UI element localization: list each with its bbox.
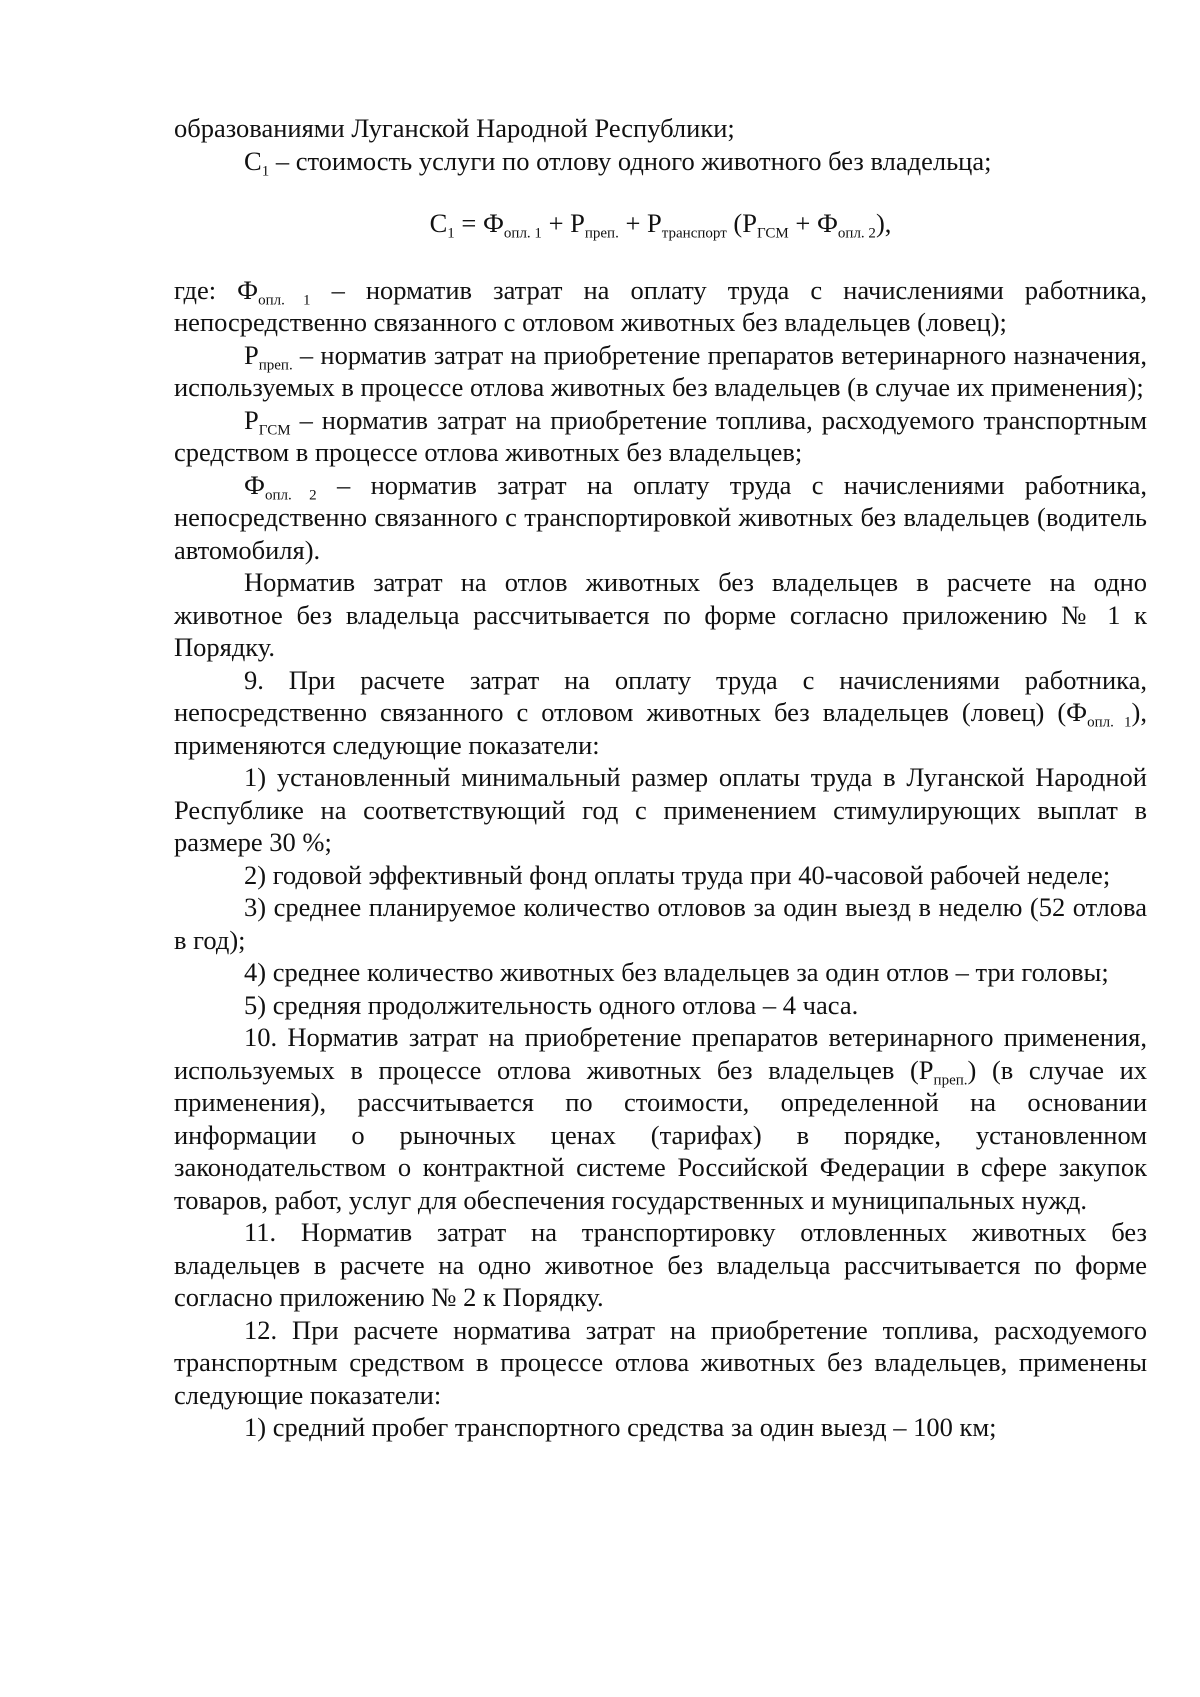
paragraph-text: 9. При расчете затрат на оплату труда с начислениями работника, непосредственно связанного с отловом животных без владельцев (ловец) (Ф [174, 664, 1147, 727]
paragraph-text: Норматив затрат на отлов животных без владельцев в расчете на одно животное без владельца рассчитывается по форме согласно приложению № 1 к Порядку. [174, 567, 1147, 662]
symbol-subscript: ГСМ [258, 421, 291, 438]
formula-subscript: ГСМ [756, 225, 789, 242]
formula-c1 [174, 207, 1147, 240]
formula-part: + Р [541, 208, 585, 238]
paragraph-text: 11. Норматив затрат на транспортировку отловленных животных без владельцев в расчете на одно животное без владельца рассчитывается по форме согласно приложению № 2 к Порядку. [174, 1217, 1147, 1312]
paragraph-text: 10. Норматив затрат на приобретение препаратов ветеринарного применения, используемых в процессе отлова животных без владельцев (Р [174, 1022, 1147, 1085]
paragraph-text: ) (в случае их применения), рассчитывается по стоимости, определенной на основании информации о рыночных ценах (тарифах) в порядке, установленном законодательством о контрактной системе Российской Федерации в сфере закупок товаров, работ, услуг для обеспечения государственных и муниципальных нужд. [174, 1054, 1148, 1215]
clause-9 [174, 664, 1147, 762]
definition-text: – норматив затрат на приобретение топлива, расходуемого транспортным средством в процессе отлова животных без владельцев; [174, 404, 1147, 467]
list-item-text: 1) установленный минимальный размер оплаты труда в Луганской Народной Республике на соответствующий год с применением стимулирующих выплат в размере 30 %; [174, 762, 1147, 857]
formula-subscript: транспорт [661, 225, 727, 242]
definition-text: – норматив затрат на приобретение препаратов ветеринарного назначения, используемых в процессе отлова животных без владельцев (в случае их применения); [174, 339, 1147, 402]
clause-12-item-1 [174, 1411, 1147, 1444]
symbol-subscript: опл. 1 [1087, 714, 1132, 731]
symbol-subscript: преп. [258, 356, 293, 373]
symbol-subscript: опл. 1 [258, 291, 311, 308]
paragraph-text: образованиями Луганской Народной Республики; [174, 113, 735, 143]
clause-9-item-2 [174, 859, 1147, 892]
symbol: Р [244, 404, 259, 435]
definition-text: – норматив затрат на оплату труда с начислениями работника, непосредственно связанного с транспортировкой животных без владельцев (водитель автомобиля). [174, 469, 1147, 565]
paragraph-text: ), применяются следующие показатели: [174, 697, 1147, 760]
document-body [174, 112, 1147, 1444]
paragraph-norm-appendix-1 [174, 566, 1147, 664]
symbol: Р [244, 339, 259, 370]
symbol-subscript: опл. 2 [264, 486, 317, 503]
clause-11 [174, 1216, 1147, 1314]
symbol-subscript: 1 [261, 162, 270, 179]
symbol: С [244, 145, 262, 176]
list-item-text: 2) годовой эффективный фонд оплаты труда при 40-часовой рабочей неделе; [244, 859, 1111, 890]
paragraph-text: 12. При расчете норматива затрат на приобретение топлива, расходуемого транспортным средством в процессе отлова животных без владельцев, применены следующие показатели: [174, 1314, 1147, 1410]
formula-subscript: опл. 1 [503, 225, 542, 242]
clause-12 [174, 1314, 1147, 1412]
definition-text: – стоимость услуги по отлову одного животного без владельца; [269, 145, 992, 176]
formula-part: (Р [726, 208, 757, 238]
list-item-text: 4) среднее количество животных без владельцев за один отлов – три головы; [244, 957, 1109, 987]
list-item-text: 5) средняя продолжительность одного отлова – 4 часа. [244, 989, 859, 1020]
definition-text: – норматив затрат на оплату труда с начислениями работника, непосредственно связанного с отловом животных без владельцев (ловец); [174, 274, 1148, 337]
definition-r-gsm [174, 404, 1147, 469]
formula-part: С [429, 208, 448, 238]
definition-f-opl1 [174, 274, 1147, 339]
formula-subscript: опл. 2 [837, 225, 876, 242]
list-item-text: 1) средний пробег транспортного средства за один выезд – 100 км; [244, 1412, 997, 1442]
formula-part: + Р [618, 208, 662, 238]
clause-9-item-1 [174, 761, 1147, 859]
paragraph-continuation [174, 112, 1147, 145]
formula-part: ), [875, 208, 892, 238]
definition-c1 [174, 145, 1147, 178]
symbol: где: Ф [174, 274, 259, 305]
definition-f-opl2 [174, 469, 1147, 567]
clause-10 [174, 1021, 1147, 1216]
formula-part: + Ф [788, 208, 838, 238]
definition-r-prep [174, 339, 1147, 404]
clause-9-item-3 [174, 891, 1147, 956]
clause-9-item-5 [174, 989, 1147, 1022]
symbol-subscript: преп. [933, 1071, 968, 1088]
formula-subscript: 1 [447, 225, 455, 242]
formula-subscript: преп. [584, 225, 619, 242]
list-item-text: 3) среднее планируемое количество отловов за один выезд в неделю (52 отлова в год); [174, 892, 1147, 955]
symbol: Ф [244, 469, 265, 500]
clause-9-item-4 [174, 956, 1147, 989]
formula-part: = Ф [454, 208, 504, 238]
